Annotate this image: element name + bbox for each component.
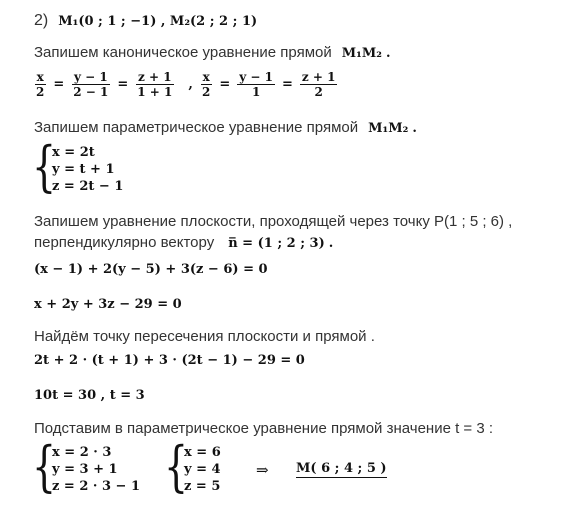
step3-heading-line2 (34, 234, 333, 252)
step1-text: Запишем каноническое уравнение прямой (34, 44, 332, 61)
system-line: x = 2t (52, 145, 95, 160)
separator: , (188, 77, 193, 92)
fraction: $\frac{x}{2}$ (36, 70, 45, 99)
step3-dot: . (328, 236, 334, 251)
left-brace: { (32, 135, 57, 198)
system-line: x = 6 (184, 445, 221, 460)
solution-equation: 10t = 30 , t = 3 (34, 388, 145, 403)
step3-text-line1: Запишем уравнение плоскости, проходящей через точку P(1 ; 5 ; 6) , (34, 213, 513, 230)
step3-text-line2: перпендикулярно вектору (34, 234, 215, 251)
system-line: x = 2 · 3 (52, 445, 112, 460)
system-line: y = 4 (184, 462, 221, 477)
normal-vector: n̅ = (1 ; 2 ; 3) (228, 236, 325, 251)
step2-dot: . (412, 121, 417, 136)
system-line: z = 2t − 1 (52, 179, 124, 194)
step2-heading (34, 119, 417, 137)
plane-equation-2: x + 2y + 3z − 29 = 0 (34, 297, 182, 312)
fraction: $\frac{z + 1}{1 + 1}$ (137, 70, 173, 99)
plane-equation-1: (x − 1) + 2(y − 5) + 3(z − 6) = 0 (34, 262, 268, 277)
fraction: $\frac{x}{2}$ (202, 70, 211, 99)
canonical-equation-2: $\frac{x}{2}$ = $\frac{y - 1}{1}$ = $\frac{z + 1}{2}$ (202, 70, 336, 99)
step1-dot: . (385, 46, 391, 61)
left-brace: { (32, 435, 57, 498)
fraction: $\frac{z + 1}{2}$ (301, 70, 336, 99)
step1-line-label: M₁M₂ (341, 46, 382, 61)
fraction: $\frac{y - 1}{1}$ (239, 70, 273, 99)
left-brace: { (164, 435, 189, 498)
step2-text: Запишем параметрическое уравнение прямой (34, 119, 359, 136)
problem-number: 2) (34, 12, 49, 29)
answer-point (296, 461, 387, 476)
implies-arrow-icon: ⇒ (256, 461, 269, 479)
system-line: y = t + 1 (52, 162, 115, 177)
answer-text: M( 6 ; 4 ; 5 ) (296, 461, 387, 476)
step4-text: Найдём точку пересечения плоскости и прямой . (34, 328, 375, 345)
canonical-equation-1: $\frac{x}{2}$ = $\frac{y - 1}{2 - 1}$ = $\frac{z + 1}{1 + 1}$ , (36, 70, 193, 99)
problem-header (34, 12, 257, 30)
system-line: y = 3 + 1 (52, 462, 118, 477)
step1-heading (34, 44, 390, 62)
step5-text: Подставим в параметрическое уравнение прямой значение t = 3 : (34, 420, 494, 437)
system-line: z = 2 · 3 − 1 (52, 479, 140, 494)
intersection-equation: 2t + 2 · (t + 1) + 3 · (2t − 1) − 29 = 0 (34, 353, 305, 368)
points-definition: M₁(0 ; 1 ; −1) , M₂(2 ; 2 ; 1) (58, 14, 258, 29)
system-line: z = 5 (184, 479, 221, 494)
step2-line-label: M₁M₂ (368, 121, 409, 136)
fraction: $\frac{y - 1}{2 - 1}$ (73, 70, 109, 99)
